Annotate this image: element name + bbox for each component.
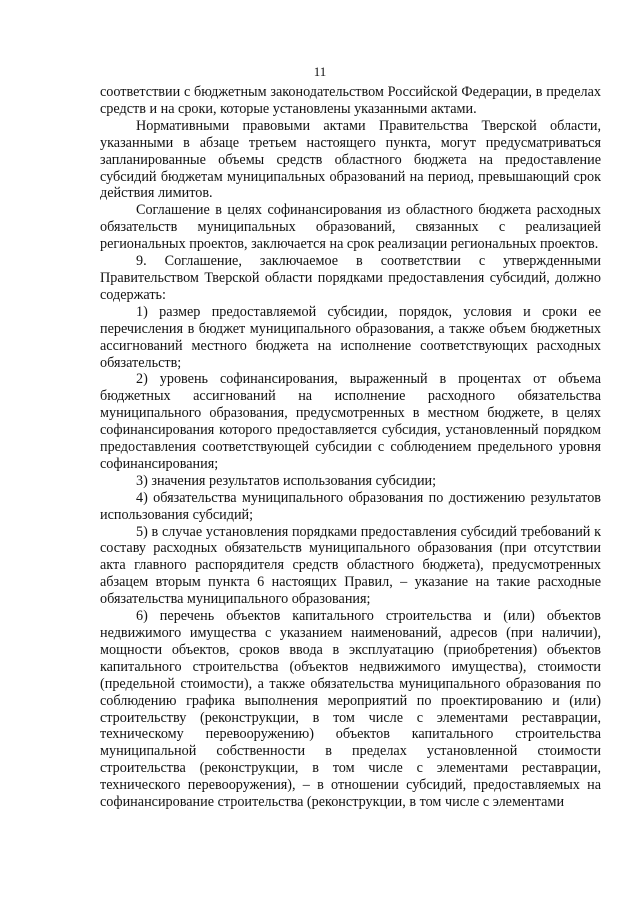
list-item-4: 4) обязательства муниципального образования по достижению результатов использования субсидий;	[100, 489, 601, 523]
page-number: 11	[313, 64, 327, 79]
paragraph-normative-acts: Нормативными правовыми актами Правительства Тверской области, указанными в абзаце третьем настоящего пункта, могут предусматриваться запланированные объемы средств областного бюджета на предоставление субсидий бюджетам муниципальных образований на период, превышающий срок действия лимитов.	[100, 117, 601, 202]
list-item-5: 5) в случае установления порядками предоставления субсидий требований к составу расходных обязательств муниципального образования (при отсутствии акта главного распорядителя средств областного бюджета), предусмотренных абзацем вторым пункта 6 настоящих Правил, – указание на такие расходные обязательства муниципального образования;	[100, 523, 601, 608]
list-item-1: 1) размер предоставляемой субсидии, порядок, условия и сроки ее перечисления в бюджет муниципального образования, а также объем бюджетных ассигнований местного бюджета на исполнение соответствующих расходных обязательств;	[100, 303, 601, 371]
paragraph-item-9: 9. Соглашение, заключаемое в соответствии с утвержденными Правительством Тверской области порядками предоставления субсидий, должно содержать:	[100, 253, 601, 303]
paragraph-continuation: соответствии с бюджетным законодательством Российской Федерации, в пределах средств и на сроки, которые установлены указанными актами.	[100, 84, 601, 117]
list-item-2: 2) уровень софинансирования, выраженный в процентах от объема бюджетных ассигнований на исполнение расходного обязательства муниципального образования, предусмотренных в местном бюджете, в целях софинансирования которого предоставляется субсидия, установленный порядком предоставления соответствующей субсидии с соблюдением предельного уровня софинансирования;	[100, 371, 601, 472]
document-body	[100, 84, 601, 811]
list-item-6: 6) перечень объектов капитального строительства и (или) объектов недвижимого имущества с указанием наименований, адресов (при наличии), мощности объектов, сроков ввода в эксплуатацию (приобретения) объектов капитального строительства (объектов недвижимого имущества), стоимости (предельной стоимости), а также обязательства муниципального образования по соблюдению графика выполнения мероприятий по проектированию и (или) строительству (реконструкции, в том числе с элементами реставрации, техническому перевооружению) объектов капитального строительства муниципальной собственности в пределах установленной стоимости строительства (реконструкции, в том числе с элементами реставрации, технического перевооружения), – в отношении субсидий, предоставляемых на софинансирование строительства (реконструкции, в том числе с элементами	[100, 608, 601, 811]
paragraph-regional-projects: Соглашение в целях софинансирования из областного бюджета расходных обязательств муниципальных образований, связанных с реализацией региональных проектов, заключается на срок реализации региональных проектов.	[100, 202, 601, 253]
list-item-3: 3) значения результатов использования субсидии;	[136, 472, 437, 489]
